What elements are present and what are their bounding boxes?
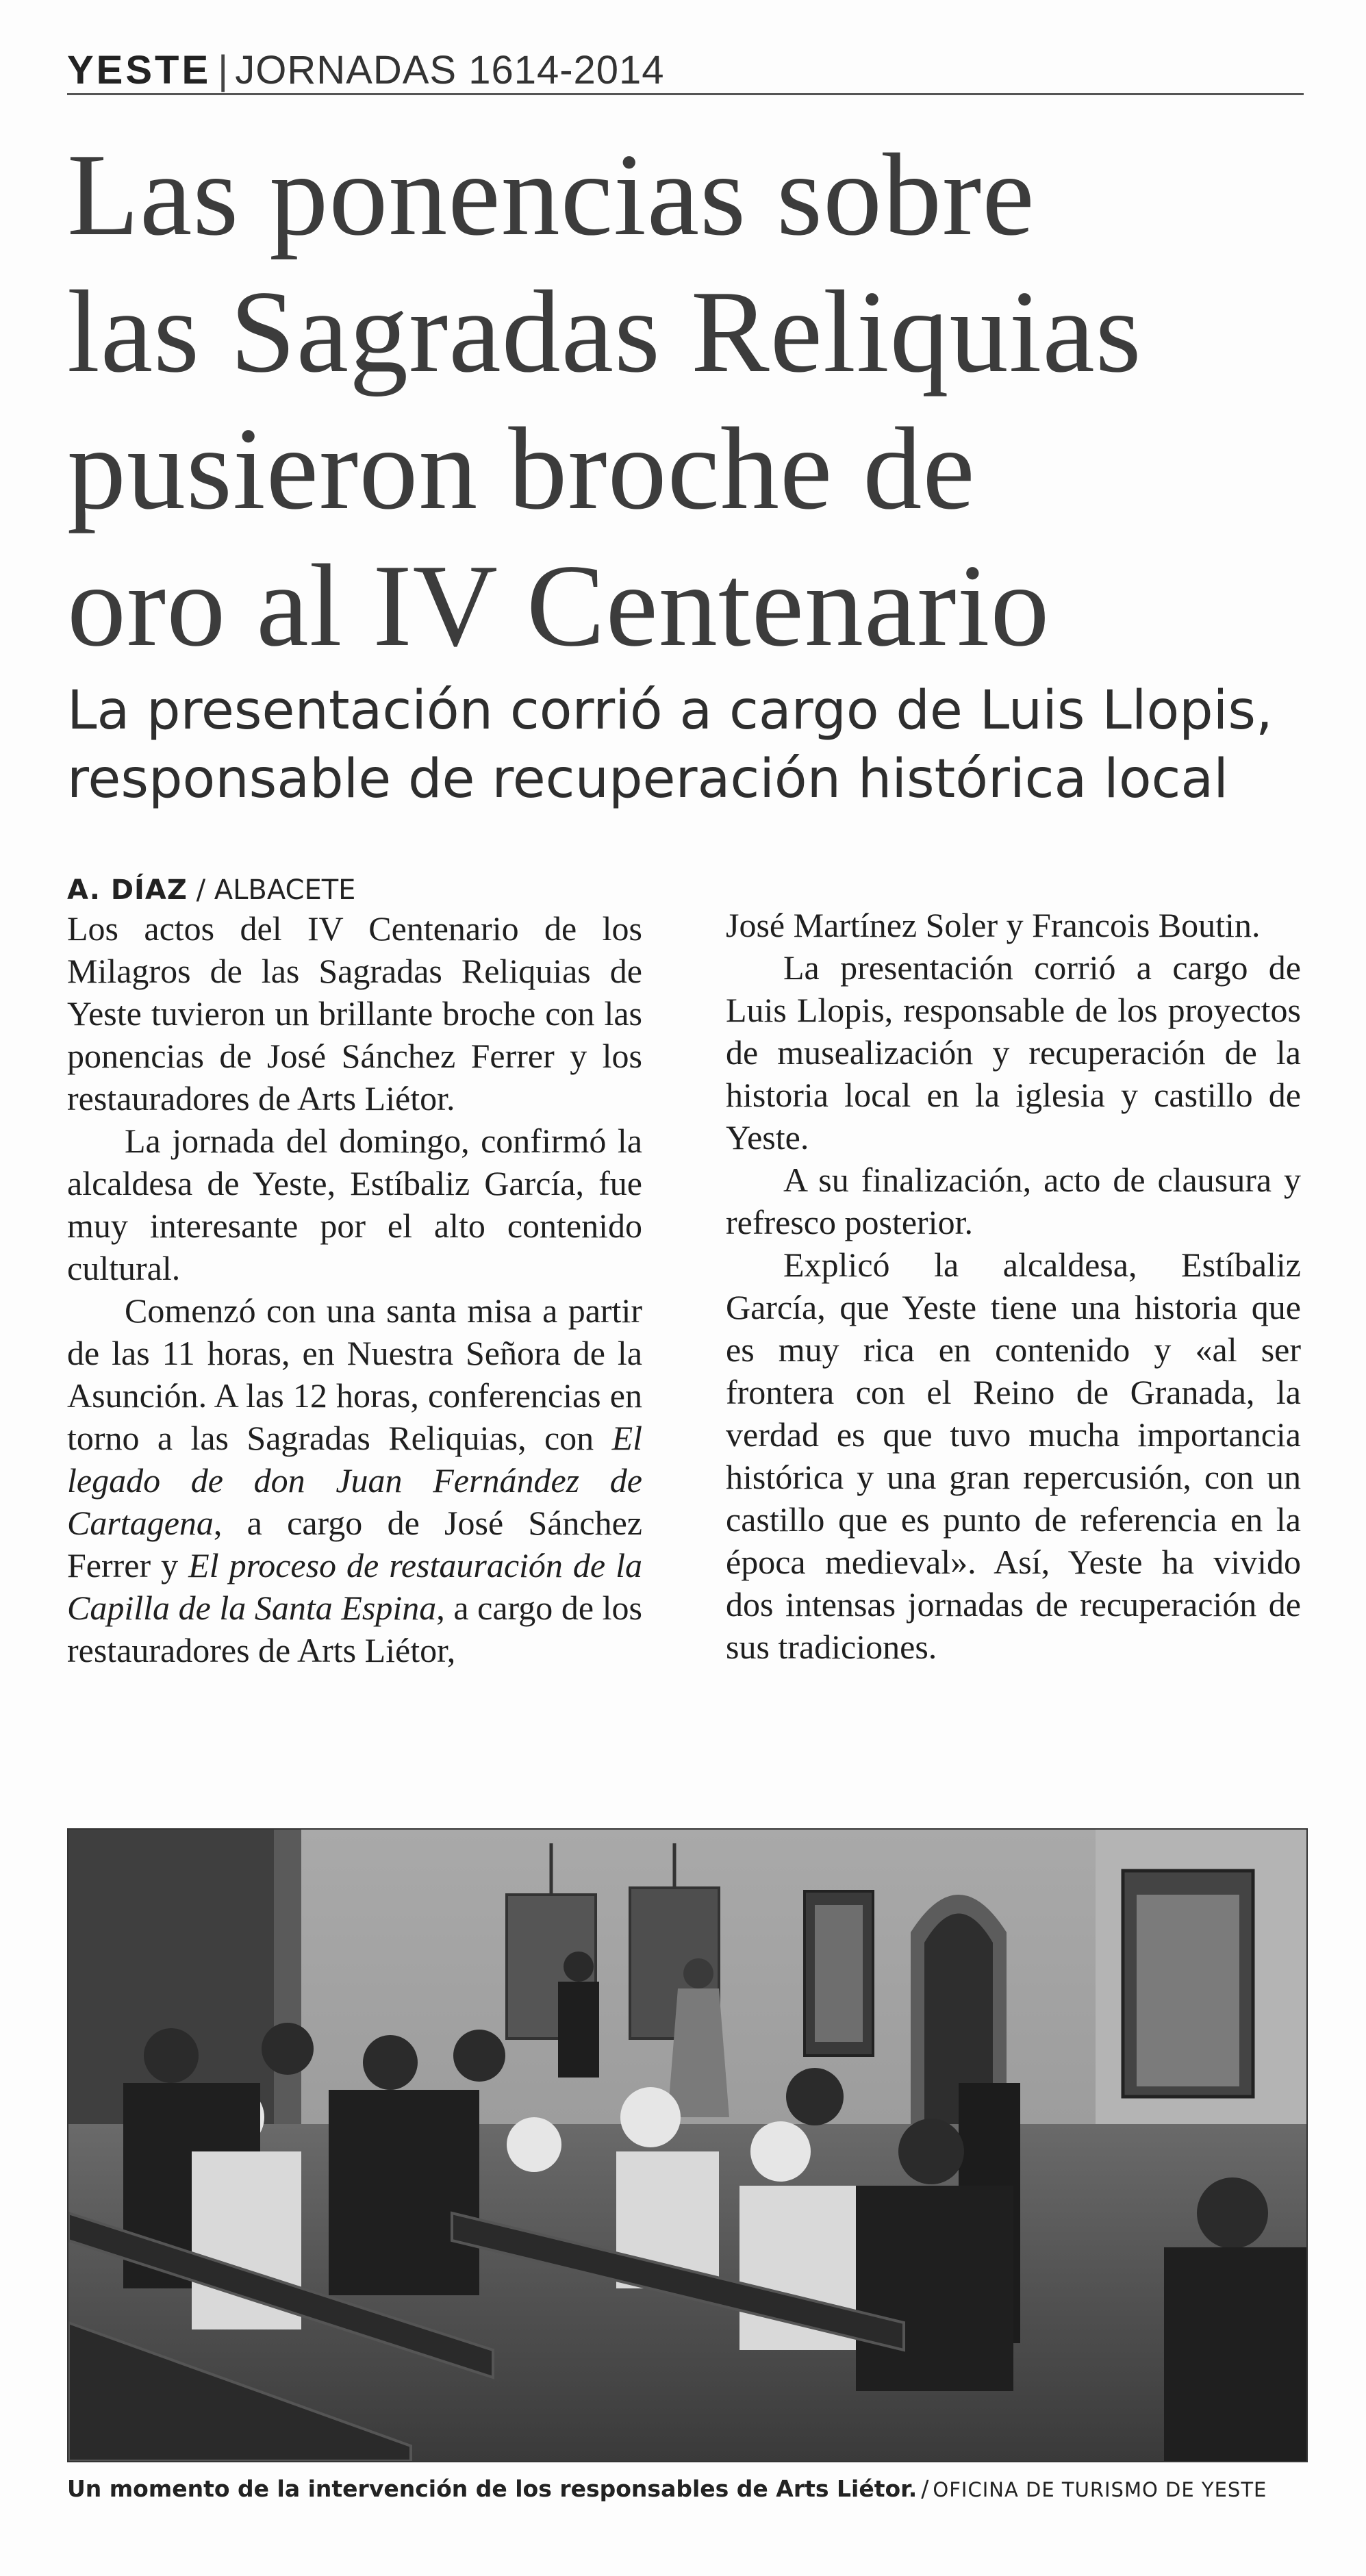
byline-author: A. DÍAZ [67, 874, 188, 906]
subheadline-line: La presentación corrió a cargo de Luis Llopis, [67, 680, 1273, 742]
section-brand: YESTE [67, 48, 212, 92]
caption-text: Un momento de la intervención de los responsables de Arts Liétor. [67, 2475, 918, 2502]
headline [67, 127, 1313, 674]
byline [67, 873, 642, 907]
headline-line: Las ponencias sobre [67, 130, 1035, 260]
headline-line: las Sagradas Reliquias [67, 267, 1142, 397]
photo-illustration [68, 1830, 1306, 2461]
subheadline [67, 677, 1320, 813]
headline-line: pusieron broche de [67, 404, 976, 534]
body-paragraph: La presentación corrió a cargo de Luis Llopis, responsable de los proyectos de musealización y recuperación de la historia local en la iglesia y castillo de Yeste. [726, 948, 1301, 1157]
lecture-title-2: El proceso de restauración de la Capilla de la Santa Espina [67, 1546, 642, 1627]
section-header [67, 48, 1304, 95]
body-text: , a cargo de los restauradores de Arts Liétor, [67, 1589, 642, 1669]
lecture-title-1: El legado de don Juan Fernández de Cartagena [67, 1419, 642, 1542]
photo-caption [67, 2472, 1313, 2507]
body-paragraph: A su finalización, acto de clausura y refresco posterior. [726, 1161, 1301, 1241]
photo-credit: OFICINA DE TURISMO DE YESTE [933, 2478, 1267, 2501]
body-paragraph: Los actos del IV Centenario de los Milagros de las Sagradas Reliquias de Yeste tuvieron un brillante broche con las ponencias de José Sánchez Ferrer y los restauradores de Arts Liétor. [67, 909, 642, 1117]
byline-location: ALBACETE [214, 874, 356, 906]
body-text: Comenzó con una santa misa a partir de las 11 horas, en Nuestra Señora de la Asunción. A las 12 horas, conferencias en torno a las Sagradas Reliquias, con [67, 1291, 642, 1457]
body-paragraph: La jornada del domingo, confirmó la alcaldesa de Yeste, Estíbaliz García, fue muy interesante por el alto contenido cultural. [67, 1122, 642, 1287]
body-paragraph: Explicó la alcaldesa, Estíbaliz García, que Yeste tiene una historia que es muy rica en contenido y «al ser frontera con el Reino de Granada, la verdad es que tuvo mucha importancia histórica y una gran repercusión, con un castillo que es punto de referencia en la época medieval». Así, Yeste ha vivido dos intensas jornadas de recuperación de sus tradiciones. [726, 1246, 1301, 1666]
section-series: JORNADAS 1614-2014 [235, 48, 665, 92]
body-paragraph [67, 1289, 642, 1671]
body-paragraph: José Martínez Soler y Francois Boutin. [726, 906, 1261, 944]
article-column-1 [67, 873, 642, 1671]
subheadline-line: responsable de recuperación histórica local [67, 748, 1228, 810]
article-photo [67, 1828, 1308, 2462]
body-text: , a cargo de José Sánchez Ferrer y [67, 1504, 642, 1584]
section-separator: | [218, 48, 229, 92]
headline-line: oro al IV Centenario [67, 541, 1050, 671]
byline-separator: / [187, 874, 214, 906]
article-column-2 [726, 904, 1301, 1668]
caption-separator: / [921, 2475, 929, 2502]
